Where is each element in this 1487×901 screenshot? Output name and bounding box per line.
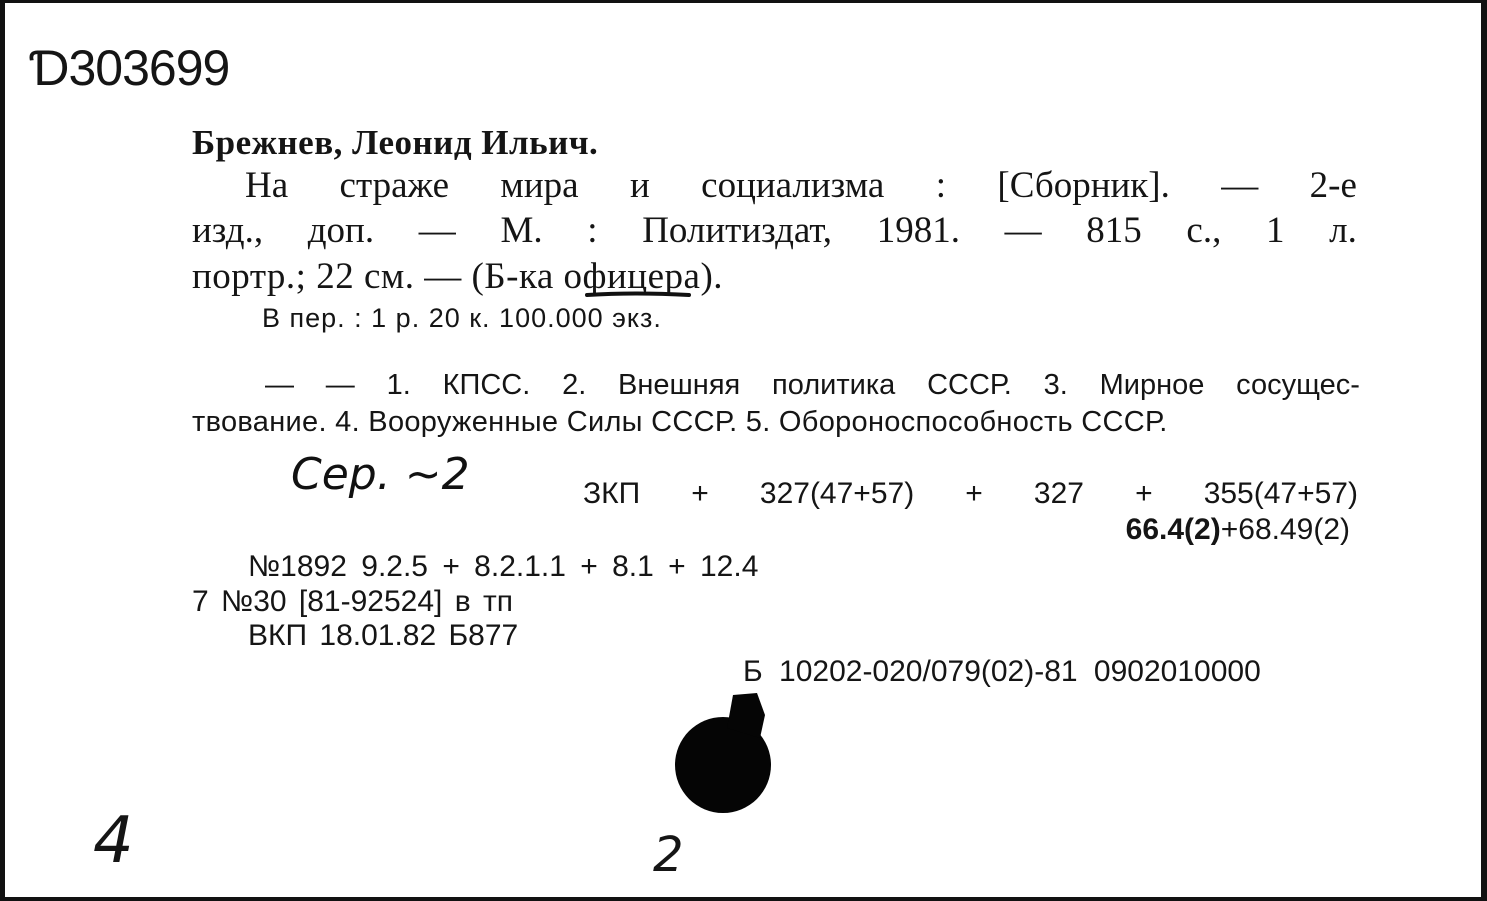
- word: 2-е: [1309, 165, 1357, 206]
- subjects-line-2: твование. 4. Вооруженные Силы СССР. 5. Обороноспособность СССР.: [192, 406, 1168, 438]
- word: 1981.: [876, 210, 960, 251]
- word: —: [325, 369, 355, 401]
- classification-bold: 66.4(2): [1125, 513, 1221, 546]
- classification-line-1: [583, 479, 1358, 509]
- word: СССР.: [927, 369, 1012, 401]
- word: :: [935, 165, 947, 206]
- word: :: [587, 210, 598, 251]
- word: 815: [1086, 210, 1142, 251]
- word: сосущес-: [1236, 369, 1360, 401]
- record-line-3: ВКП 18.01.82 Б877: [248, 619, 519, 652]
- classification-line-2: [1126, 515, 1350, 545]
- record-line-1: №1892 9.2.5 + 8.2.1.1 + 8.1 + 12.4: [248, 550, 759, 583]
- word: —: [265, 369, 294, 401]
- word: политика: [772, 369, 896, 401]
- word: 2.: [562, 369, 587, 401]
- word: мира: [500, 165, 579, 206]
- punch-hole: [675, 717, 771, 813]
- word: М.: [500, 210, 543, 251]
- word: 3.: [1043, 369, 1068, 401]
- classification-rest: +68.49(2): [1220, 513, 1350, 546]
- class-part: +: [691, 477, 709, 510]
- word: —: [418, 210, 456, 251]
- class-part: 327: [1033, 477, 1084, 510]
- class-part: ЗКП: [583, 477, 641, 510]
- description-line-3: портр.; 22 см. — (Б-ка офицера).: [192, 256, 724, 297]
- class-part: 327(47+57): [759, 477, 915, 510]
- word: 1: [1266, 210, 1285, 251]
- word: КПСС.: [442, 369, 531, 401]
- description-line-2: [192, 212, 1357, 249]
- word: доп.: [307, 210, 375, 251]
- word: изд.,: [192, 210, 264, 251]
- word: [Сборник].: [997, 165, 1170, 206]
- class-part: 355(47+57): [1203, 477, 1358, 510]
- word: л.: [1329, 210, 1357, 251]
- word: с.,: [1186, 210, 1222, 251]
- price-line: В пер. : 1 р. 20 к. 100.000 экз.: [262, 303, 662, 333]
- punch-hole-tear: [727, 693, 765, 738]
- word: Внешняя: [618, 369, 741, 401]
- word: Политиздат,: [642, 210, 833, 251]
- word: социализма: [701, 165, 885, 206]
- subjects-line-1: [265, 371, 1360, 400]
- record-line-2: 7 №30 [81-92524] в тп: [192, 585, 513, 618]
- word: страже: [339, 165, 450, 206]
- description-line-1: [245, 167, 1357, 204]
- word: —: [1221, 165, 1259, 206]
- page-mark: 2: [653, 827, 684, 883]
- handwritten-note: Сер. ~2: [291, 449, 470, 500]
- corner-mark: 4: [93, 804, 134, 878]
- word: Мирное: [1099, 369, 1205, 401]
- bbk-line: Б 10202-020/079(02)-81 0902010000: [743, 655, 1261, 688]
- call-number: Ɗ303699: [29, 40, 230, 96]
- class-part: +: [965, 477, 983, 510]
- class-part: +: [1135, 477, 1153, 510]
- author-heading: Брежнев, Леонид Ильич.: [192, 123, 599, 162]
- word: —: [1004, 210, 1042, 251]
- word: 1.: [386, 369, 411, 401]
- word: и: [629, 165, 650, 206]
- word: На: [245, 165, 289, 206]
